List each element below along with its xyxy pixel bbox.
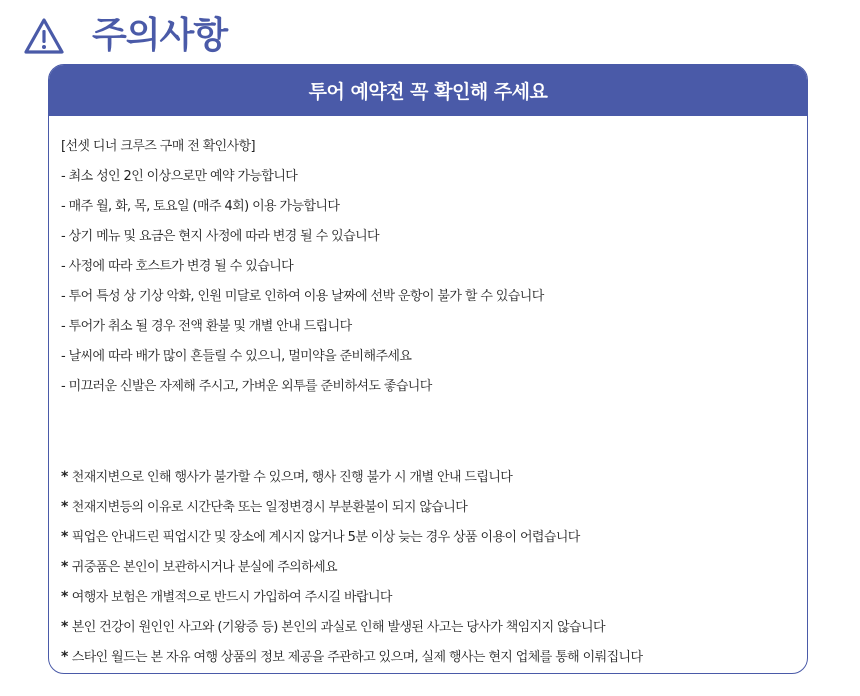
section-title: [선셋 디너 크루즈 구매 전 확인사항] bbox=[61, 139, 256, 154]
list-item: - 미끄러운 신발은 자제해 주시고, 가벼운 외투를 준비하셔도 좋습니다 bbox=[61, 379, 432, 394]
list-item: - 투어 특성 상 기상 악화, 인원 미달로 인하여 이용 날짜에 선박 운항이 불가 할 수 있습니다 bbox=[61, 289, 544, 304]
star-list-item bbox=[61, 612, 807, 642]
asterisk-bullet: * bbox=[61, 469, 68, 485]
asterisk-bullet: * bbox=[61, 499, 68, 515]
star-item-text: 천재지변으로 인해 행사가 불가할 수 있으며, 행사 진행 불가 시 개별 안내 드립니다 bbox=[71, 470, 513, 485]
notice-box bbox=[48, 64, 808, 674]
notice-header: 투어 예약전 꼭 확인해 주세요 bbox=[49, 65, 807, 116]
page-title: 주의사항 bbox=[92, 15, 228, 56]
list-item: - 최소 성인 2인 이상으로만 예약 가능합니다 bbox=[61, 169, 298, 184]
star-item-text: 귀중품은 본인이 보관하시거나 분실에 주의하세요 bbox=[71, 560, 337, 575]
star-list-item bbox=[61, 522, 807, 552]
title-row bbox=[22, 10, 227, 62]
list-item: - 매주 월, 화, 목, 토요일 (매주 4회) 이용 가능합니다 bbox=[61, 199, 340, 214]
star-item-text: 스타인 월드는 본 자유 여행 상품의 정보 제공을 주관하고 있으며, 실제 행사는 현지 업체를 통해 이뤄집니다 bbox=[71, 650, 643, 665]
star-list-item bbox=[61, 642, 807, 672]
star-item-text: 천재지변등의 이유로 시간단축 또는 일정변경시 부분환불이 되지 않습니다 bbox=[71, 500, 468, 515]
list-item: - 사정에 따라 호스트가 변경 될 수 있습니다 bbox=[61, 259, 294, 274]
asterisk-bullet: * bbox=[61, 529, 68, 545]
asterisk-bullet: * bbox=[61, 559, 68, 575]
list-item: - 투어가 취소 될 경우 전액 환불 및 개별 안내 드립니다 bbox=[61, 319, 352, 334]
list-item: - 날씨에 따라 배가 많이 흔들릴 수 있으니, 멀미약을 준비해주세요 bbox=[61, 349, 412, 364]
star-list-item bbox=[61, 552, 807, 582]
star-list-item bbox=[61, 582, 807, 612]
notice-body bbox=[49, 116, 807, 672]
warning-triangle-icon bbox=[22, 16, 66, 56]
star-list-item bbox=[61, 492, 807, 522]
asterisk-bullet: * bbox=[61, 619, 68, 635]
star-list-item bbox=[61, 462, 807, 492]
star-item-text: 본인 건강이 원인인 사고와 (기왕증 등) 본인의 과실로 인해 발생된 사고는 당사가 책임지지 않습니다 bbox=[71, 620, 605, 635]
asterisk-bullet: * bbox=[61, 589, 68, 605]
star-item-text: 여행자 보험은 개별적으로 반드시 가입하여 주시길 바랍니다 bbox=[71, 590, 392, 605]
asterisk-bullet: * bbox=[61, 649, 68, 665]
spacer bbox=[61, 402, 807, 462]
list-item: - 상기 메뉴 및 요금은 현지 사정에 따라 변경 될 수 있습니다 bbox=[61, 229, 379, 244]
star-item-text: 픽업은 안내드린 픽업시간 및 장소에 계시지 않거나 5분 이상 늦는 경우 상품 이용이 어렵습니다 bbox=[71, 530, 580, 545]
